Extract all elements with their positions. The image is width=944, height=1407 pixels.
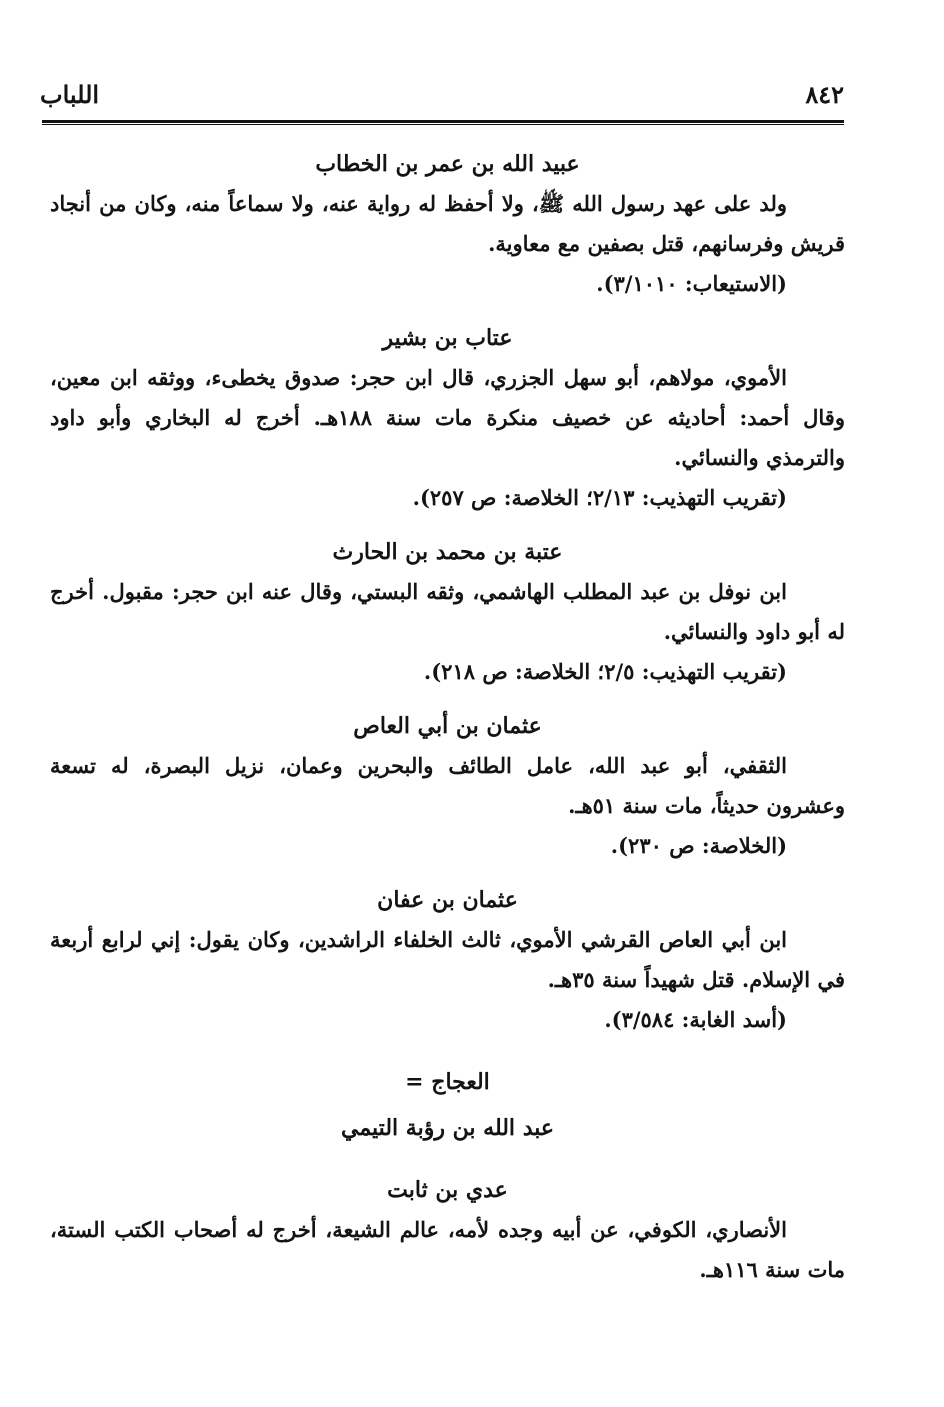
entry — [50, 884, 845, 1040]
entry-reference: (تقريب التهذيب: ٢/١٣؛ الخلاصة: ص ٢٥٧). — [412, 485, 787, 510]
running-title: اللباب — [40, 80, 100, 109]
entry-text: ابن نوفل بن عبد المطلب الهاشمي، وثقه البستي، وقال عنه ابن حجر: مقبول. أخرج له أبو داود والنسائي. — [50, 579, 845, 644]
entry-text: ابن أبي العاص القرشي الأموي، ثالث الخلفاء الراشدين، وكان يقول: إني لرابع أربعة في الإسلام. قتل شهيداً سنة ٣٥هـ. — [50, 927, 845, 992]
page-content — [50, 148, 845, 1290]
header-rule — [42, 120, 844, 123]
cross-reference-term: العجاج = — [405, 1069, 490, 1095]
entry — [50, 710, 845, 866]
entry-reference: (تقريب التهذيب: ٢/٥؛ الخلاصة: ص ٢١٨). — [423, 659, 787, 684]
entry-name: عثمان بن أبي العاص — [353, 713, 542, 739]
entry-name: عبيد الله بن عمر بن الخطاب — [315, 151, 580, 177]
header-rule-thin — [42, 124, 844, 125]
entry-text: ولد على عهد رسول الله ﷺ، ولا أحفظ له رواية عنه، ولا سماعاً منه، وكان من أنجاد قريش وفرسانهم، قتل بصفين مع معاوية. — [50, 191, 845, 256]
entry-name: عتبة بن محمد بن الحارث — [332, 539, 563, 565]
entry-name: عثمان بن عفان — [377, 887, 518, 913]
entry-reference: (أسد الغابة: ٣/٥٨٤). — [604, 1007, 787, 1032]
entry-name: عتاب بن بشير — [382, 325, 513, 351]
spacer — [50, 1040, 845, 1066]
cross-reference-target: عبد الله بن رؤبة التيمي — [340, 1115, 555, 1141]
page-number: ٨٤٢ — [805, 80, 844, 109]
entry — [50, 1174, 845, 1290]
entry-name: عدي بن ثابت — [387, 1177, 508, 1203]
entry-text: الأموي، مولاهم، أبو سهل الجزري، قال ابن حجر: صدوق يخطىء، ووثقه ابن معين، وقال أحمد: أحاديثه عن خصيف منكرة مات سنة ١٨٨هـ. أخرج له البخاري وأبو داود والترمذي والنسائي. — [50, 365, 845, 470]
entry-text: الأنصاري، الكوفي، عن أبيه وجده لأمه، عالم الشيعة، أخرج له أصحاب الكتب الستة، مات سنة ١١٦هـ. — [50, 1217, 845, 1282]
entry-reference: (الاستيعاب: ٣/١٠١٠). — [596, 271, 787, 296]
entry — [50, 536, 845, 692]
cross-reference — [50, 1066, 845, 1144]
entry-text: الثقفي، أبو عبد الله، عامل الطائف والبحرين وعمان، نزيل البصرة، له تسعة وعشرون حديثاً، مات سنة ٥١هـ. — [50, 753, 845, 818]
entry — [50, 322, 845, 518]
entry — [50, 148, 845, 304]
entry-reference: (الخلاصة: ص ٢٣٠). — [610, 833, 787, 858]
